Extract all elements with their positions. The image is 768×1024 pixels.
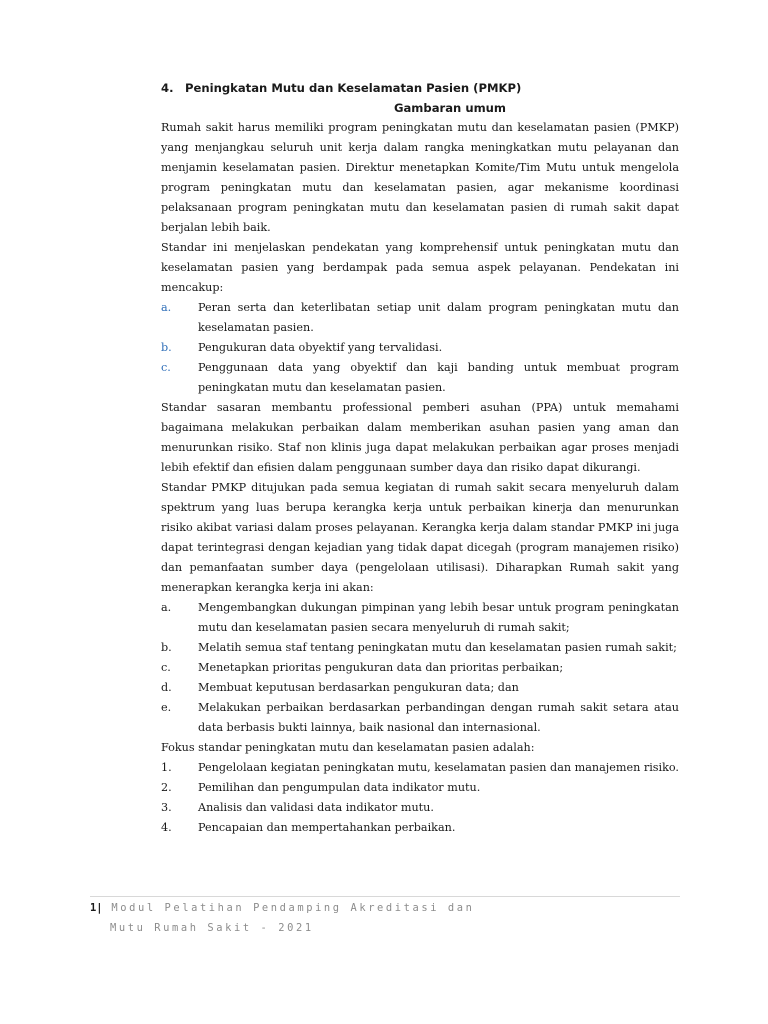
list-item-text: Peran serta dan keterlibatan setiap unit dalam program peningkatan mutu dan keselamatan pasien. bbox=[198, 301, 679, 334]
list-item bbox=[161, 298, 679, 338]
list-item-text: Pencapaian dan mempertahankan perbaikan. bbox=[198, 821, 456, 834]
footer-separator: | bbox=[96, 902, 103, 914]
list-marker: d. bbox=[161, 681, 172, 694]
list-item bbox=[161, 698, 679, 738]
list-item bbox=[161, 638, 679, 658]
list-item-text: Pengelolaan kegiatan peningkatan mutu, keselamatan pasien dan manajemen risiko. bbox=[198, 761, 679, 774]
focus-list bbox=[161, 758, 679, 838]
section-title: Peningkatan Mutu dan Keselamatan Pasien (PMKP) bbox=[185, 81, 522, 95]
body-paragraph: Standar sasaran membantu professional pemberi asuhan (PPA) untuk memahami bagaimana melakukan perbaikan dalam memberikan asuhan pasien yang aman dan menurunkan risiko. Staf non klinis juga dapat melakukan perbaikan agar proses menjadi lebih efektif dan efisien dalam penggunaan sumber daya dan risiko dapat dikurangi. bbox=[161, 401, 679, 474]
list-item bbox=[161, 758, 679, 778]
list-item bbox=[161, 338, 679, 358]
list-item-text: Analisis dan validasi data indikator mutu. bbox=[198, 801, 434, 814]
list-marker: c. bbox=[161, 661, 171, 674]
footer-divider bbox=[90, 896, 680, 897]
approach-list bbox=[161, 298, 679, 398]
list-item bbox=[161, 798, 679, 818]
footer-line-2: Mutu Rumah Sakit - 2021 bbox=[110, 922, 314, 934]
list-item bbox=[161, 658, 679, 678]
list-item-text: Pengukuran data obyektif yang tervalidasi. bbox=[198, 341, 443, 354]
list-marker: a. bbox=[161, 301, 172, 314]
list-item bbox=[161, 818, 679, 838]
list-marker: 4. bbox=[161, 821, 172, 834]
list-item bbox=[161, 358, 679, 398]
list-item bbox=[161, 598, 679, 638]
page-number: 1 bbox=[90, 902, 97, 914]
list-item-text: Melatih semua staf tentang peningkatan mutu dan keselamatan pasien rumah sakit; bbox=[198, 641, 677, 654]
list-marker: b. bbox=[161, 641, 172, 654]
list-marker: 2. bbox=[161, 781, 172, 794]
list-marker: e. bbox=[161, 701, 172, 714]
list-marker: c. bbox=[161, 361, 171, 374]
list-marker: a. bbox=[161, 601, 172, 614]
section-subtitle: Gambaran umum bbox=[393, 101, 507, 115]
section-heading bbox=[161, 78, 679, 98]
page-footer bbox=[90, 898, 474, 938]
list-item-text: Penggunaan data yang obyektif dan kaji banding untuk membuat program peningkatan mutu dan keselamatan pasien. bbox=[198, 361, 679, 394]
focus-intro: Fokus standar peningkatan mutu dan keselamatan pasien adalah: bbox=[161, 741, 535, 754]
list-item-text: Menetapkan prioritas pengukuran data dan prioritas perbaikan; bbox=[198, 661, 564, 674]
list-marker: b. bbox=[161, 341, 172, 354]
list-item bbox=[161, 778, 679, 798]
document-page bbox=[161, 78, 679, 838]
intro-paragraph: Rumah sakit harus memiliki program peningkatan mutu dan keselamatan pasien (PMKP) yang menjangkau seluruh unit kerja dalam rangka meningkatkan mutu pelayanan dan menjamin keselamatan pasien. Direktur menetapkan Komite/Tim Mutu untuk mengelola program peningkatan mutu dan keselamatan pasien, agar mekanisme koordinasi pelaksanaan program peningkatan mutu dan keselamatan pasien di rumah sakit dapat berjalan lebih baik. bbox=[161, 121, 679, 234]
list-item-text: Membuat keputusan berdasarkan pengukuran data; dan bbox=[198, 681, 519, 694]
expected-list bbox=[161, 598, 679, 738]
intro-paragraph: Standar ini menjelaskan pendekatan yang komprehensif untuk peningkatan mutu dan keselamatan pasien yang berdampak pada semua aspek pelayanan. Pendekatan ini mencakup: bbox=[161, 241, 679, 294]
list-item-text: Pemilihan dan pengumpulan data indikator mutu. bbox=[198, 781, 481, 794]
list-marker: 3. bbox=[161, 801, 172, 814]
footer-line-1: Modul Pelatihan Pendamping Akreditasi dan bbox=[111, 902, 475, 914]
list-item bbox=[161, 678, 679, 698]
list-marker: 1. bbox=[161, 761, 172, 774]
section-number: 4. bbox=[161, 81, 174, 95]
body-paragraph: Standar PMKP ditujukan pada semua kegiatan di rumah sakit secara menyeluruh dalam spektrum yang luas berupa kerangka kerja untuk perbaikan kinerja dan menurunkan risiko akibat variasi dalam proses pelayanan. Kerangka kerja dalam standar PMKP ini juga dapat terintegrasi dengan kejadian yang tidak dapat dicegah (program manajemen risiko) dan pemanfaatan sumber daya (pengelolaan utilisasi). Diharapkan Rumah sakit yang menerapkan kerangka kerja ini akan: bbox=[161, 481, 679, 594]
list-item-text: Melakukan perbaikan berdasarkan perbandingan dengan rumah sakit setara atau data berbasis bukti lainnya, baik nasional dan internasional. bbox=[198, 701, 679, 734]
list-item-text: Mengembangkan dukungan pimpinan yang lebih besar untuk program peningkatan mutu dan keselamatan pasien secara menyeluruh di rumah sakit; bbox=[198, 601, 679, 634]
